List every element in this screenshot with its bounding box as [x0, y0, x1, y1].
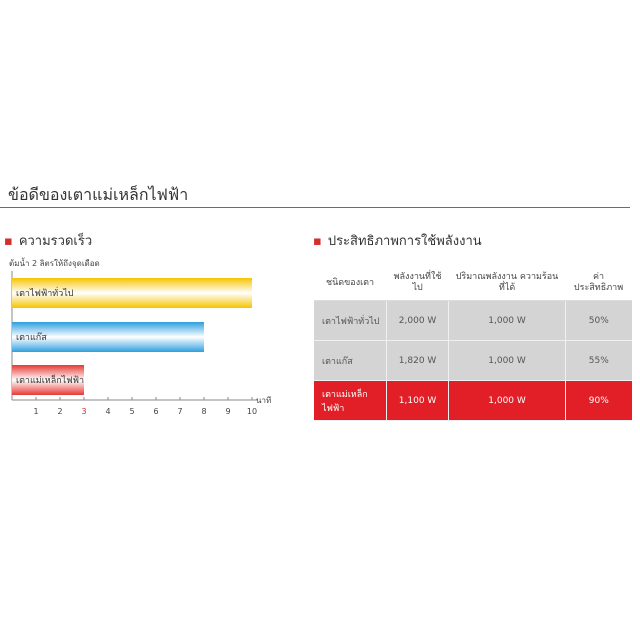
- tick-label: 4: [105, 407, 111, 416]
- efficiency-heading: [313, 230, 482, 251]
- tick-label: 10: [246, 407, 258, 416]
- tick-label: 8: [201, 407, 207, 416]
- efficiency-cell: 55%: [565, 341, 632, 381]
- tick-label: 5: [129, 407, 135, 416]
- bullet-icon: ▪: [4, 234, 13, 249]
- stove-type-cell: เตาแก๊ส: [314, 341, 386, 381]
- chart-title: ต้มน้ำ 2 ลิตรให้ถึงจุดเดือด: [9, 259, 100, 268]
- boiling-time-chart: [0, 255, 290, 425]
- bullet-icon: ▪: [313, 234, 322, 249]
- efficiency-cell: 50%: [565, 301, 632, 341]
- bar-label: เตาแม่เหล็กไฟฟ้า: [16, 376, 85, 386]
- column-header: ปริมาณพลังงาน ความร้อนที่ได้: [449, 266, 565, 301]
- table-header-row: [314, 266, 632, 301]
- efficiency-cell: 90%: [565, 381, 632, 421]
- stove-type-cell: เตาไฟฟ้าทั่วไป: [314, 301, 386, 341]
- bar-label: เตาแก๊ส: [16, 333, 47, 343]
- table-row: [314, 301, 632, 341]
- efficiency-heading-text: ประสิทธิภาพการใช้พลังงาน: [327, 234, 482, 249]
- heat-output-cell: 1,000 W: [449, 381, 565, 421]
- column-header: ชนิดของเตา: [314, 266, 386, 301]
- bar-label: เตาไฟฟ้าทั่วไป: [16, 289, 74, 299]
- table-row-highlight: [314, 381, 632, 421]
- efficiency-table: [314, 266, 632, 421]
- speed-heading: [4, 230, 92, 251]
- power-used-cell: 1,100 W: [386, 381, 449, 421]
- title-divider: [0, 207, 630, 208]
- power-used-cell: 2,000 W: [386, 301, 449, 341]
- heat-output-cell: 1,000 W: [449, 341, 565, 381]
- tick-label: 7: [177, 407, 183, 416]
- column-header: พลังงานที่ใช้ไป: [386, 266, 449, 301]
- column-header: ค่าประสิทธิภาพ: [565, 266, 632, 301]
- power-used-cell: 1,820 W: [386, 341, 449, 381]
- tick-label: 3: [81, 407, 87, 416]
- speed-heading-text: ความรวดเร็ว: [18, 234, 93, 249]
- stove-type-cell: เตาแม่เหล็กไฟฟ้า: [314, 381, 386, 421]
- heat-output-cell: 1,000 W: [449, 301, 565, 341]
- tick-label: 9: [225, 407, 231, 416]
- tick-label: 2: [57, 407, 63, 416]
- page-title: ข้อดีของเตาแม่เหล็กไฟฟ้า: [8, 185, 189, 204]
- x-axis-label: นาที: [256, 396, 272, 405]
- tick-label: 1: [33, 407, 39, 416]
- table-row: [314, 341, 632, 381]
- tick-label: 6: [153, 407, 159, 416]
